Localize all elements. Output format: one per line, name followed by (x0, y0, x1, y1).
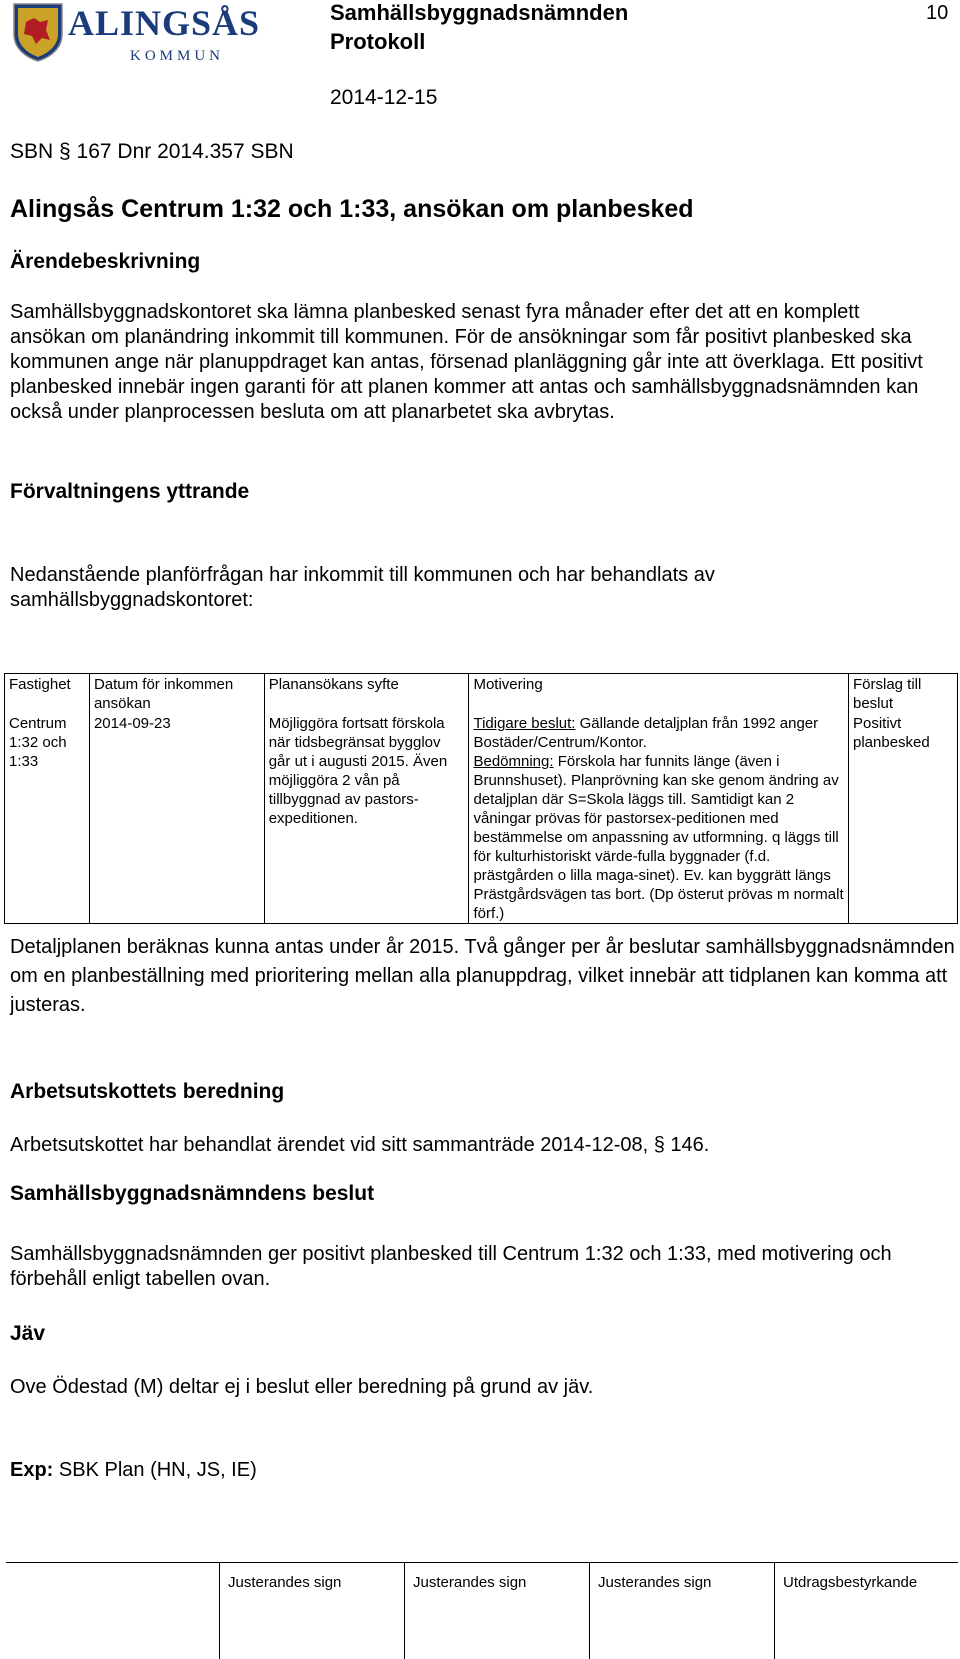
plan-request-table (4, 673, 958, 924)
motivering-text: Förskola har funnits länge (även i Brunnshuset). Planprövning kan ske genom ändring av detaljplan där S=Skola läggs till. Samtidigt kan 2 våningar prövas för pastorsex-peditionen med bestämmelse om anpassning av utformning. q läggs till för kulturhistoriskt värde-fulla byggnader (f.d. prästgården o lilla maga-sinet). Ev. kan byggrätt längs Prästgårdsvägen tas bort. (Dp österut prövas m normalt förf.) (473, 753, 844, 922)
cell-syfte: Möjliggöra fortsatt förskola när tidsbegränsat bygglov går ut i augusti 2015. Även möjliggöra 2 vån på tillbyggnad av pastors-expeditionen. (264, 713, 469, 924)
section-heading-arendebeskrivning: Ärendebeskrivning (10, 250, 201, 273)
footer-signature-box: Justerandes sign (404, 1562, 589, 1659)
page-title: Alingsås Centrum 1:32 och 1:33, ansökan om planbesked (10, 195, 694, 223)
footer-certification-box: Utdragsbestyrkande (774, 1562, 960, 1659)
column-header: Datum för inkommen ansökan (89, 674, 264, 714)
motivering-label: Bedömning: (473, 753, 554, 770)
column-header: Fastighet (5, 674, 90, 714)
column-header: Planansökans syfte (264, 674, 469, 714)
motivering-label: Tidigare beslut: (473, 715, 576, 732)
coat-of-arms-icon (10, 0, 66, 62)
jav-text: Ove Ödestad (M) deltar ej i beslut eller beredning på grund av jäv. (10, 1376, 594, 1398)
section-heading-forvaltning: Förvaltningens yttrande (10, 480, 250, 503)
arbetsutskott-text: Arbetsutskottet har behandlat ärendet vid sitt sammanträde 2014-12-08, § 146. (10, 1134, 710, 1156)
case-reference: SBN § 167 Dnr 2014.357 SBN (10, 140, 294, 163)
distribution-label: Exp: (10, 1459, 54, 1481)
footer-signature-box: Justerandes sign (219, 1562, 404, 1659)
committee-name: Samhällsbyggnadsnämnden (330, 0, 629, 25)
column-header: Motivering (469, 674, 849, 714)
table-row (5, 713, 958, 924)
distribution-line (10, 1458, 257, 1483)
table-header-row (5, 674, 958, 714)
distribution-text: SBK Plan (HN, JS, IE) (58, 1459, 257, 1481)
beslut-text: Samhällsbyggnadsnämnden ger positivt planbesked till Centrum 1:32 och 1:33, med motivering och förbehåll enligt tabellen ovan. (10, 1243, 892, 1290)
cell-forslag: Positivt planbesked (849, 713, 958, 924)
logo-subtitle: KOMMUN (130, 48, 225, 64)
page-number: 10 (926, 2, 949, 24)
section-heading-beslut: Samhällsbyggnadsnämndens beslut (10, 1182, 375, 1205)
document-type: Protokoll (330, 29, 426, 54)
logo-wordmark: ALINGSÅS (68, 3, 261, 43)
cell-fastighet: Centrum 1:32 och 1:33 (5, 713, 90, 924)
section-heading-jav: Jäv (10, 1322, 46, 1345)
cell-motivering (469, 713, 849, 924)
cell-datum: 2014-09-23 (89, 713, 264, 924)
meeting-date: 2014-12-15 (330, 86, 438, 109)
footer-signature-box: Justerandes sign (589, 1562, 774, 1659)
column-header: Förslag till beslut (849, 674, 958, 714)
timeline-note: Detaljplanen beräknas kunna antas under år 2015. Två gånger per år beslutar samhällsbyggnadsnämnden om en planbeställning med prioritering mellan alla planuppdrag, vilket innebär att tidplanen kan komma att justeras. (10, 936, 955, 1016)
arendebeskrivning-text: Samhällsbyggnadskontoret ska lämna planbesked senast fyra månader efter det att en komplett ansökan om planändring inkommit till kommunen. För de ansökningar som får positivt planbesked ska kommunen ange när planuppdraget kan antas, försenad planläggning går inte att överklaga. Ett positivt planbesked innebär ingen garanti för att planen kommer att antas och samhällsbyggnadsnämnden kan också under planprocessen besluta om att planarbetet ska avbrytas. (10, 301, 923, 423)
motivering-text: Gällande detaljplan från 1992 anger Bostäder/Centrum/Kontor. (473, 715, 819, 751)
section-heading-arbetsutskott: Arbetsutskottets beredning (10, 1080, 285, 1103)
forvaltning-text: Nedanstående planförfrågan har inkommit till kommunen och har behandlats av samhällsbyggnadskontoret: (10, 564, 715, 611)
